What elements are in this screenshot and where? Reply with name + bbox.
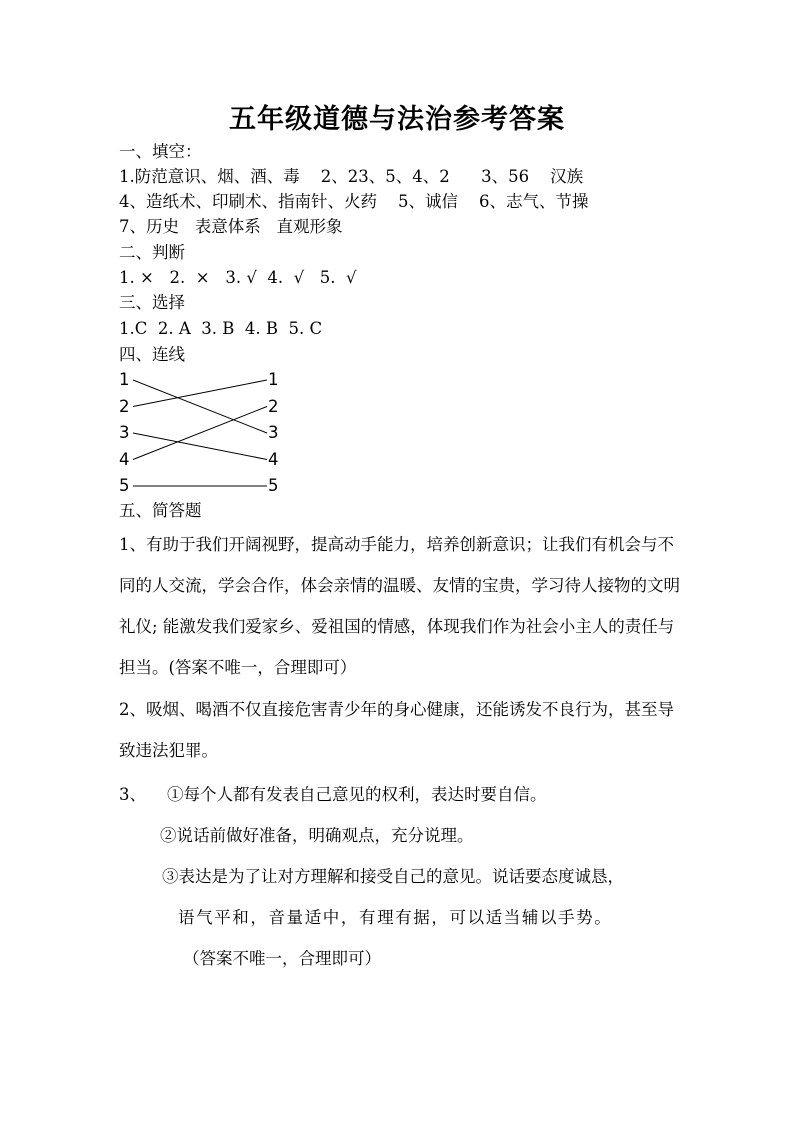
judge-answers: 1. × 2. × 3. √ 4. √ 5. √ <box>119 268 357 287</box>
fill-answers-line-1: 1.防范意识、烟、酒、毒 2、23、5、4、2 3、56 汉族 <box>119 167 584 186</box>
match-right-1: 1 <box>268 370 279 389</box>
match-left-4: 4 <box>119 450 130 469</box>
match-left-5: 5 <box>119 476 130 495</box>
match-left-1: 1 <box>119 370 130 389</box>
match-right-2: 2 <box>268 397 279 416</box>
section-judge-heading: 二、判断 <box>119 243 185 262</box>
section-short-answer-heading: 五、简答题 <box>119 501 202 520</box>
match-left-3: 3 <box>119 423 130 442</box>
fill-answers-line-3: 7、历史 表意体系 直观形象 <box>119 217 343 236</box>
fill-answers-line-2: 4、造纸术、印刷术、指南针、火药 5、诚信 6、志气、节操 <box>119 192 589 211</box>
choice-answers: 1.C 2. A 3. B 4. B 5. C <box>119 319 323 338</box>
short-answer-2: 2、吸烟、喝酒不仅直接危害青少年的身心健康，还能诱发不良行为，甚至导致违法犯罪。 <box>119 700 674 760</box>
match-right-3: 3 <box>268 423 279 442</box>
short-answer-3-note: （答案不唯一，合理即可） <box>183 949 381 968</box>
match-line-4-to-2 <box>133 407 267 460</box>
matching-lines <box>119 370 289 500</box>
match-line-1-to-3 <box>133 380 267 433</box>
match-line-2-to-1 <box>133 380 267 407</box>
match-line-3-to-4 <box>133 433 267 460</box>
short-answer-3-point-2: ②说话前做好准备，明确观点，充分说理。 <box>160 826 474 845</box>
short-answer-3-point-3: ③表达是为了让对方理解和接受自己的意见。说话要态度诚恳， <box>162 867 624 886</box>
section-choice-heading: 三、选择 <box>119 293 185 312</box>
match-right-5: 5 <box>268 476 279 495</box>
short-answer-3-point-1: 3、 ①每个人都有发表自己意见的权利，表达时要自信。 <box>119 785 547 804</box>
match-left-2: 2 <box>119 397 130 416</box>
short-answer-1: 1、有助于我们开阔视野，提高动手能力，培养创新意识；让我们有机会与不同的人交流，学会合作，体会亲情的温暖、友情的宝贵，学习待人接物的文明礼仪; 能激发我们爱家乡、爱祖国的情感，体现我们作为社会小主人的责任与担当。(答案不唯一，合理即可） <box>119 535 680 677</box>
section-matching-heading: 四、连线 <box>119 345 185 364</box>
matching-diagram <box>119 370 289 500</box>
match-right-4: 4 <box>268 450 279 469</box>
section-fill-heading: 一、填空： <box>119 142 202 161</box>
page-title: 五年级道德与法治参考答案 <box>229 104 565 135</box>
short-answer-3-point-3-cont: 语气平和，音量适中，有理有据，可以适当辅以手势。 <box>178 908 613 927</box>
